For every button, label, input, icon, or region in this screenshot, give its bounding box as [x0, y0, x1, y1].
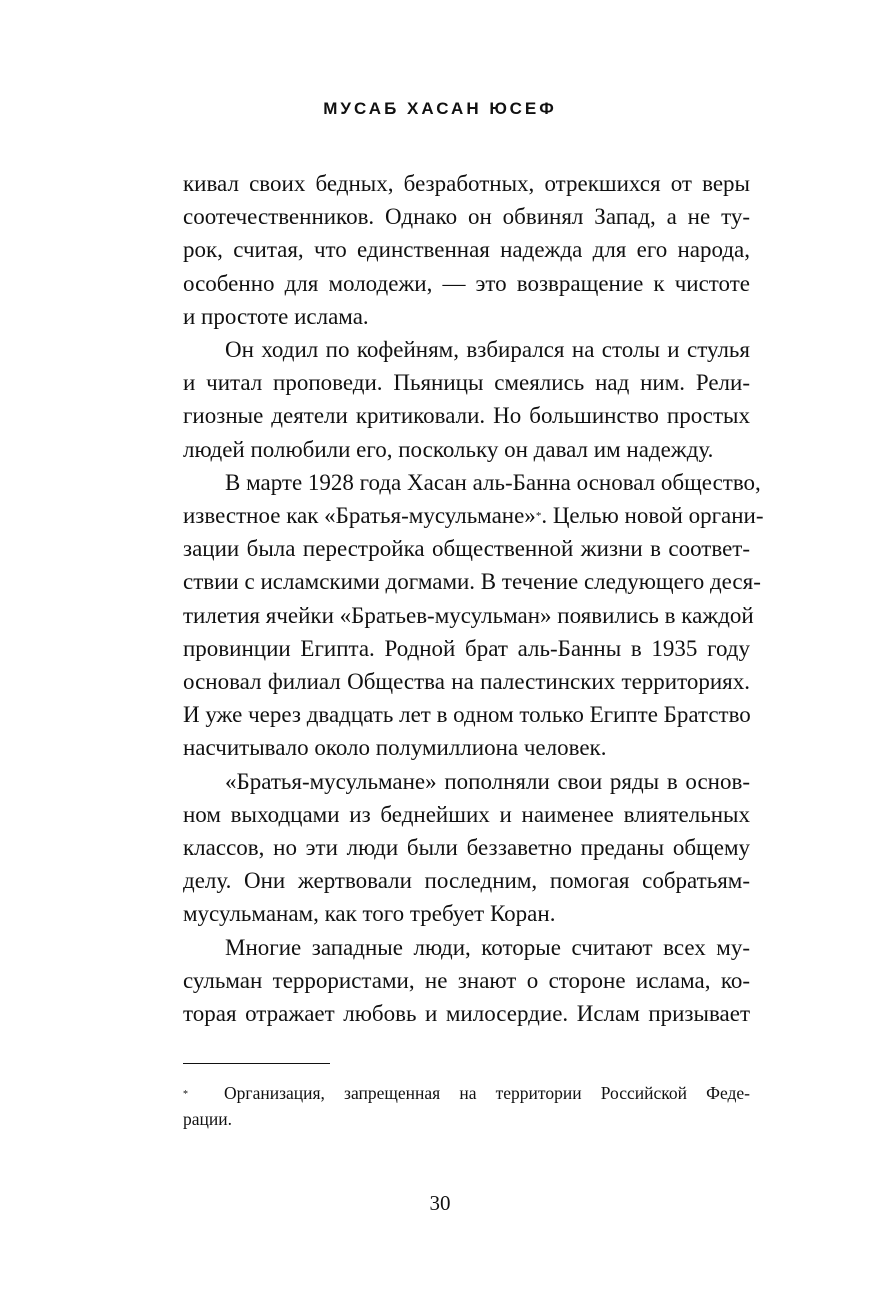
text-line: рок, считая, что единственная надежда для его народа,: [183, 237, 750, 263]
text-line: мусульманам, как того требует Коран.: [183, 901, 556, 927]
text-line: Многие западные люди, которые считают всех му-: [225, 934, 750, 960]
text-line: людей полюбили его, поскольку он давал им надежду.: [183, 436, 714, 462]
footnote-divider: [183, 1063, 330, 1064]
footnote-reference: *: [535, 510, 542, 523]
footnote-line: рации.: [183, 1109, 232, 1129]
text-line: основал филиал Общества на палестинских территориях.: [183, 669, 750, 695]
text-line: сульман террористами, не знают о стороне ислама, ко-: [183, 967, 750, 993]
running-head: МУСАБ ХАСАН ЮСЕФ: [323, 99, 557, 118]
text-line: насчитывало около полумиллиона человек.: [183, 735, 607, 761]
footnote: [183, 1080, 750, 1132]
text-line: ном выходцами из беднейших и наименее влиятельных: [183, 801, 750, 827]
text-line: провинции Египта. Родной брат аль-Банны в 1935 году: [183, 635, 750, 661]
text-line: гиозные деятели критиковали. Но большинство простых: [183, 403, 750, 429]
text-line: зации была перестройка общественной жизни в соответ-: [183, 536, 750, 562]
text-line: и простоте ислама.: [183, 303, 369, 329]
text-line: особенно для молодежи, — это возвращение к чистоте: [183, 270, 750, 296]
footnote-line: [183, 1080, 750, 1106]
text-line: и читал проповеди. Пьяницы смеялись над ним. Рели-: [183, 370, 750, 396]
footnote-text: Организация, запрещенная на территории Российской Феде-: [224, 1083, 750, 1103]
text-line: соотечественников. Однако он обвинял Запад, а не ту-: [183, 204, 750, 230]
text-line: «Братья-мусульмане» пополняли свои ряды в основ-: [225, 768, 750, 794]
text-segment: известное как «Братья-мусульмане»: [183, 503, 536, 529]
text-segment: . Целью новой органи-: [541, 503, 764, 529]
text-line: делу. Они жертвовали последним, помогая собратьям-: [183, 868, 750, 894]
text-line: Он ходил по кофейням, взбирался на столы и стулья: [225, 337, 750, 363]
text-line: ствии с исламскими догмами. В течение следующего деся-: [183, 569, 761, 595]
page-number: 30: [429, 1191, 451, 1215]
text-line: кивал своих бедных, безработных, отрекшихся от веры: [183, 171, 750, 196]
text-line: классов, но эти люди были беззаветно преданы общему: [183, 835, 750, 861]
text-line: И уже через двадцать лет в одном только Египте Братство: [183, 702, 751, 728]
text-line: В марте 1928 года Хасан аль-Банна основал общество,: [225, 469, 761, 495]
body-text: [183, 167, 764, 1030]
footnote-marker: *: [183, 1089, 188, 1100]
text-line-with-footnote-ref: [183, 499, 764, 532]
text-line: торая отражает любовь и милосердие. Ислам призывает: [183, 1001, 750, 1027]
text-line: тилетия ячейки «Братьев-мусульман» появились в каждой: [183, 602, 754, 628]
